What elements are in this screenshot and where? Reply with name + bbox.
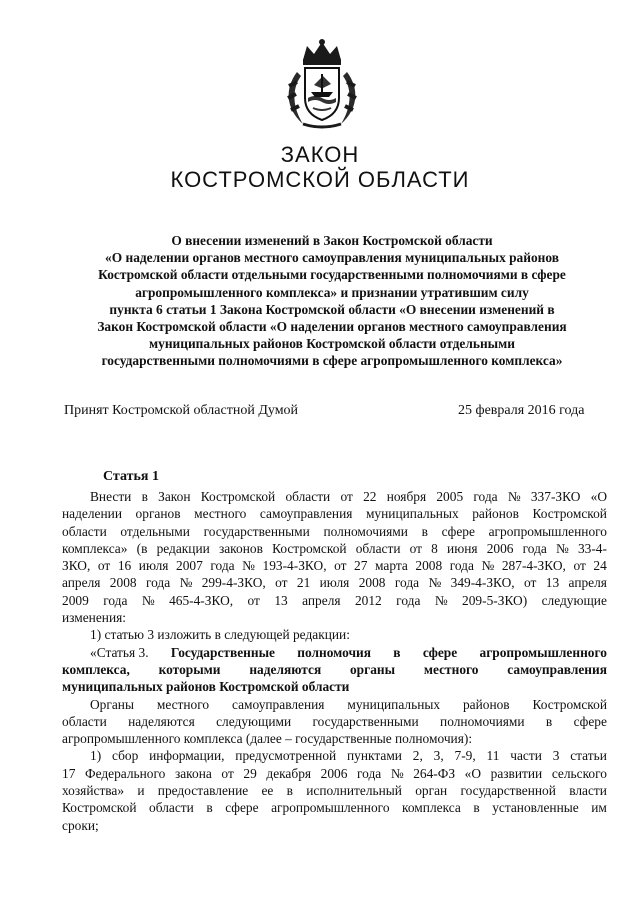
word: отдельными	[120, 523, 190, 539]
word: 29	[243, 765, 257, 781]
text-line	[62, 488, 607, 505]
word: года	[473, 489, 498, 504]
word: Костромской	[532, 696, 607, 712]
law-title: ЗАКОН	[280, 142, 360, 167]
word: Государственные	[170, 644, 275, 660]
word: следующие	[541, 592, 607, 608]
word: декабря	[266, 765, 312, 781]
word: и	[137, 783, 145, 799]
word: 2009	[62, 592, 89, 608]
subject-line: пункта 6 статьи 1 Закона Костромской области «О внесении изменений в	[109, 301, 555, 317]
word: государственными	[203, 523, 310, 539]
law-region-title: КОСТРОМСКОЙ ОБЛАСТИ	[170, 167, 470, 192]
subject-line: муниципальных районов Костромской области отдельными	[149, 336, 515, 352]
word: от	[524, 575, 537, 591]
text-line	[62, 747, 607, 764]
word: наделяются	[128, 713, 195, 729]
word: года	[103, 592, 128, 608]
word: в	[545, 713, 553, 729]
word: (в	[136, 540, 148, 556]
subject-line: Костромской области отдельными государственными полномочиями в сфере	[98, 267, 566, 283]
word: местного	[156, 696, 210, 712]
word: сфере	[422, 644, 458, 660]
word: которыми	[158, 661, 221, 677]
text-line	[62, 799, 607, 816]
word: развитии	[490, 765, 543, 781]
quote-prefix: «Статья 3.	[90, 644, 149, 660]
word: №	[179, 575, 193, 591]
subject-line: «О наделении органов местного самоуправления муниципальных районов	[105, 250, 559, 266]
word: редакции	[156, 540, 210, 556]
word: 2006	[486, 540, 514, 556]
quote-line-2	[62, 661, 607, 678]
word: №	[428, 575, 442, 591]
word: власти	[569, 783, 607, 799]
word: области	[149, 800, 194, 816]
word: 2,	[412, 748, 423, 764]
word: 193-4-ЗКО,	[262, 558, 327, 574]
word: апреля	[302, 592, 341, 608]
word: орган	[415, 783, 448, 799]
text-line	[62, 574, 607, 591]
word: №	[481, 558, 495, 574]
word: года	[210, 558, 235, 574]
word: №	[141, 592, 155, 608]
word: сфере	[441, 523, 475, 539]
article-body	[62, 488, 607, 834]
paragraph-amendment	[62, 488, 607, 626]
word: муниципальных	[347, 696, 441, 712]
word: от	[409, 540, 423, 556]
word: установленные	[492, 800, 579, 816]
word: информации,	[149, 748, 225, 764]
word: Органы	[90, 696, 134, 712]
word: №	[390, 765, 404, 781]
word: от	[247, 592, 260, 608]
paragraph-item-1	[62, 747, 607, 833]
word: сфере	[225, 800, 259, 816]
text-line	[62, 592, 607, 609]
text-line	[62, 540, 607, 557]
word: 2008	[109, 575, 137, 591]
word: года	[522, 540, 547, 556]
text-line	[62, 817, 607, 834]
word: области	[62, 713, 107, 729]
word: полномочия	[297, 644, 371, 660]
word: 337-ЗКО	[530, 489, 581, 504]
text-line	[62, 782, 607, 799]
item-1: 1) статью 3 изложить в следующей редакции:	[90, 627, 350, 643]
word: 2007	[176, 558, 203, 574]
word: 22	[363, 489, 377, 504]
word: 2005	[436, 489, 464, 504]
word: апреля	[62, 575, 101, 591]
word: марта	[375, 558, 408, 574]
word: в	[421, 523, 428, 539]
word: 465-4-ЗКО,	[169, 592, 234, 608]
word: хозяйства»	[62, 783, 125, 799]
word: полномочиями	[323, 523, 408, 539]
word: 2006	[320, 765, 348, 781]
word: 33-4-	[577, 540, 607, 556]
word: 287-4-ЗКО,	[501, 558, 566, 574]
word: ЗКО,	[62, 558, 91, 574]
word: агропромышленного	[488, 523, 607, 539]
word: закона	[174, 765, 212, 781]
word: самоуправления	[231, 696, 325, 712]
word: 2012	[354, 592, 382, 608]
word: ее	[261, 783, 274, 799]
word: года	[449, 558, 474, 574]
word: №	[507, 489, 521, 504]
word: №	[242, 558, 255, 574]
word: Костромской	[62, 800, 137, 816]
word: статьи	[570, 748, 607, 764]
word: 27	[354, 558, 368, 574]
word: от	[334, 558, 347, 574]
word: агропромышленного	[271, 800, 390, 816]
word: года	[396, 592, 421, 608]
word: июля	[138, 558, 169, 574]
quote-line-1	[62, 644, 607, 661]
word: государственными	[312, 713, 419, 729]
word: районов	[462, 696, 510, 712]
word: в	[141, 489, 148, 504]
word: 2008	[358, 575, 386, 591]
law-subject	[62, 232, 602, 370]
word: Внести	[90, 489, 132, 504]
word: области	[285, 489, 331, 504]
word: в	[473, 800, 480, 816]
word: 24	[593, 558, 607, 574]
word: следующими	[216, 713, 292, 729]
word: предусмотренной	[235, 748, 337, 764]
word: 17	[62, 765, 76, 781]
word: «О	[590, 489, 607, 504]
subject-line: государственными полномочиями в сфере агропромышленного комплекса»	[101, 353, 563, 369]
word: от	[573, 558, 586, 574]
word: №	[556, 540, 569, 556]
text-line	[62, 765, 607, 782]
word: 7-9,	[454, 748, 476, 764]
word: органов	[135, 506, 181, 522]
word: комплекса,	[62, 661, 130, 677]
word: 16	[117, 558, 132, 574]
word: муниципальных	[365, 506, 459, 522]
word: области	[355, 540, 401, 556]
word: в	[206, 800, 213, 816]
adopted-date: 25 февраля 2016 года	[458, 403, 585, 418]
word: 13	[545, 575, 560, 591]
word: 264-ФЗ	[413, 765, 456, 781]
word: законов	[218, 540, 263, 556]
word: от	[221, 765, 234, 781]
word: государственной	[460, 783, 556, 799]
word: года	[145, 575, 171, 591]
kostroma-coat-of-arms-icon	[283, 38, 361, 130]
word: агропромышленного комплекса (далее – государственные полномочия):	[62, 731, 473, 747]
subject-line: агропромышленного комплекса» и признании утратившим силу	[135, 284, 529, 300]
word: Костромской	[200, 489, 276, 504]
word: 299-4-ЗКО,	[201, 575, 266, 591]
word: предоставление	[157, 783, 249, 799]
word: от	[97, 558, 111, 574]
word: самоуправления	[259, 506, 353, 522]
word: ноября	[386, 489, 427, 504]
word: 13	[274, 592, 288, 608]
word: Костромской	[272, 540, 347, 556]
word: районов	[472, 506, 519, 522]
word: местного	[194, 506, 247, 522]
adopted-by: Принят Костромской областной Думой	[64, 403, 299, 418]
word: №	[434, 592, 448, 608]
word: от	[340, 489, 353, 504]
word: 21	[296, 575, 311, 591]
word: части	[510, 748, 542, 764]
word: 3,	[433, 748, 444, 764]
word: 1)	[90, 748, 102, 764]
word: 3	[552, 748, 560, 764]
word: года	[394, 575, 420, 591]
word: Закон	[158, 489, 191, 504]
word: местного	[423, 661, 479, 677]
word: 209-5-ЗКО)	[462, 592, 528, 608]
word: им	[591, 800, 607, 816]
word: наделении	[62, 506, 122, 522]
word: органы	[349, 661, 396, 677]
paragraph-bodies	[62, 696, 607, 748]
word: года	[357, 765, 382, 781]
word: 2008	[415, 558, 443, 574]
subject-line: Закон Костромской области «О наделении органов местного самоуправления	[97, 319, 567, 335]
word: сельского	[551, 765, 607, 781]
word: сфере	[573, 713, 607, 729]
word: комплекса	[402, 800, 461, 816]
word: июля	[319, 575, 350, 591]
word: 8	[431, 540, 438, 556]
word: в	[393, 644, 401, 660]
word: июня	[447, 540, 478, 556]
word: полномочиями	[440, 713, 525, 729]
text-line	[62, 609, 607, 626]
word: изменения:	[62, 610, 127, 626]
word: 11	[486, 748, 500, 764]
word: пунктами	[347, 748, 402, 764]
text-line	[62, 557, 607, 574]
word: апреля	[568, 575, 607, 591]
text-line	[62, 696, 607, 713]
word: комплекса»	[62, 540, 128, 556]
word: исполнительный	[306, 783, 402, 799]
word: Федерального	[84, 765, 166, 781]
text-line	[62, 505, 607, 522]
word: от	[275, 575, 288, 591]
word: Костромской	[532, 506, 607, 522]
word: самоуправления	[507, 661, 607, 677]
word: области	[62, 523, 107, 539]
quote-line-3: муниципальных районов Костромской области	[62, 679, 350, 695]
article-heading: Статья 1	[103, 469, 159, 484]
text-line	[62, 713, 607, 730]
word: наделяются	[249, 661, 322, 677]
word: 349-4-ЗКО,	[450, 575, 515, 591]
subject-line: О внесении изменений в Закон Костромской области	[171, 233, 493, 248]
word: в	[286, 783, 293, 799]
text-line	[62, 523, 607, 540]
word: агропромышленного	[479, 644, 607, 660]
word: сроки;	[62, 817, 99, 833]
text-line	[62, 730, 607, 747]
word: сбор	[111, 748, 139, 764]
word: «О	[464, 765, 482, 781]
